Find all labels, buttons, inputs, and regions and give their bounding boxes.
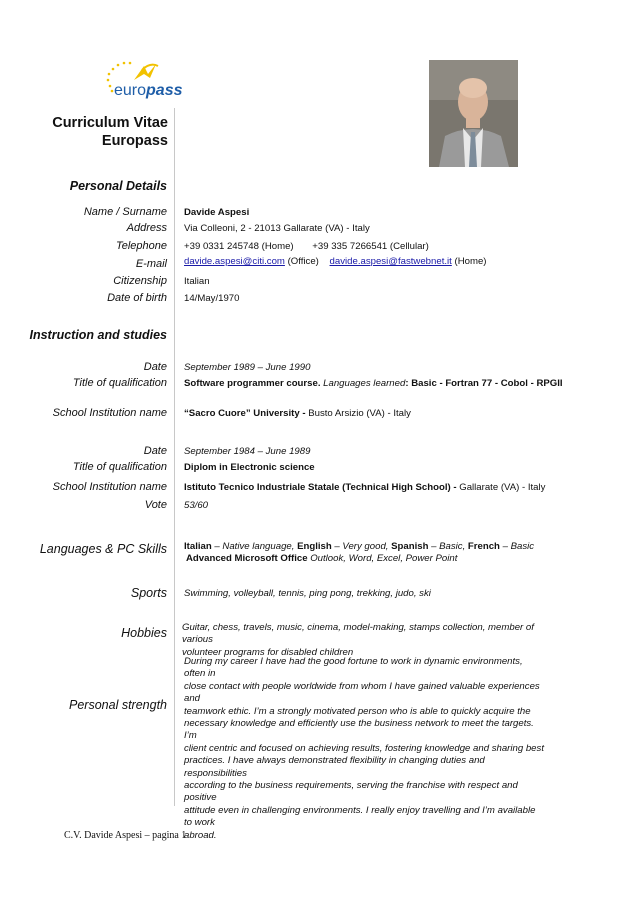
telephone-value: [184, 241, 429, 252]
email-office-link[interactable]: davide.aspesi@citi.com: [184, 256, 285, 267]
address-value: Via Colleoni, 2 - 21013 Gallarate (VA) - Italy: [184, 223, 370, 234]
lang-english: English: [297, 541, 332, 552]
edu1-qual: [184, 378, 563, 389]
strength-line: client centric and focused on achieving results, fostering knowledge and sharing best: [184, 742, 544, 754]
edu2-date-label: Date: [143, 445, 167, 457]
edu1-qual-bold: Software programmer course.: [184, 378, 321, 389]
email-office-tag: (Office): [284, 256, 319, 267]
cv-title-line2: Europass: [101, 133, 168, 149]
edu2-school-label: School Institution name: [52, 481, 167, 493]
edu1-school-label: School Institution name: [52, 407, 167, 419]
lang-english-level: – Very good,: [331, 541, 392, 552]
pc-skills-bold: Advanced Microsoft Office: [186, 553, 308, 564]
edu2-school-rest: Gallarate (VA) - Italy: [456, 482, 546, 493]
edu1-date-label: Date: [143, 361, 167, 373]
lang-italian: Italian: [184, 541, 212, 552]
strength-line: teamwork ethic. I’m a strongly motivated person who is able to quickly acquire the: [184, 705, 531, 717]
dob-label: Date of birth: [107, 292, 167, 304]
email-home-tag: (Home): [451, 256, 487, 267]
email-home-link[interactable]: davide.aspesi@fastwebnet.it: [329, 256, 452, 267]
sports-value: Swimming, volleyball, tennis, ping pong, trekking, judo, ski: [184, 588, 431, 599]
strength-line: close contact with people worldwide from whom I have gained valuable experiences and: [184, 680, 540, 705]
strength-line: practices. I have always demonstrated flexibility in changing duties and responsibilities: [184, 755, 485, 779]
strength-line: necessary knowledge and efficiently use the business network to meet the targets. I’m: [184, 718, 534, 742]
logo-text-accent: pass: [146, 82, 183, 99]
address-label: Address: [126, 222, 167, 234]
edu2-school-bold: Istituto Tecnico Industriale Statale (Technical High School) -: [184, 482, 457, 493]
email-value: [184, 256, 486, 267]
lang-spanish-level: – Basic,: [428, 541, 468, 552]
portrait-photo: [429, 60, 518, 167]
dob-value: 14/May/1970: [184, 293, 240, 304]
edu1-qual-tail: : Basic - Fortran 77 - Cobol - RPGII: [405, 378, 563, 389]
edu1-school-bold: “Sacro Cuore” University -: [184, 408, 309, 419]
strength-label: Personal strength: [69, 698, 167, 712]
edu2-vote: 53/60: [184, 500, 209, 511]
edu1-qual-label: Title of qualification: [72, 377, 167, 389]
skills-label: Languages & PC Skills: [39, 542, 167, 556]
lang-french-level: – Basic: [499, 541, 535, 552]
phone-cell: +39 335 7266541 (Cellular): [312, 241, 429, 252]
telephone-label: Telephone: [116, 240, 167, 252]
edu2-school: [184, 482, 545, 493]
edu2-date: September 1984 – June 1989: [184, 446, 311, 457]
strength-line: according to the business requirements, serving the franchise with respect and positive: [184, 780, 518, 804]
pc-skills-line: [186, 553, 457, 564]
edu1-date: September 1989 – June 1990: [184, 362, 311, 373]
citizenship-label: Citizenship: [113, 275, 167, 287]
lang-spanish: Spanish: [391, 541, 429, 552]
hobbies-line-2: volunteer programs for disabled children: [182, 646, 354, 658]
strength-paragraph: [184, 656, 544, 842]
section-personal-details: Personal Details: [69, 179, 167, 193]
section-instruction: Instruction and studies: [29, 328, 167, 342]
edu2-qual-label: Title of qualification: [72, 461, 167, 473]
cv-title-line1: Curriculum Vitae: [52, 115, 168, 131]
hobbies-label: Hobbies: [121, 626, 167, 640]
edu1-school-rest: Busto Arsizio (VA) - Italy: [308, 408, 411, 419]
europass-logo: [104, 60, 183, 102]
name-value: Davide Aspesi: [184, 207, 250, 218]
strength-line: attitude even in challenging environments. I really enjoy travelling and I’m available to work: [184, 804, 536, 829]
column-divider: [174, 108, 175, 806]
sports-label: Sports: [130, 586, 167, 600]
lang-italian-level: – Native language,: [211, 541, 298, 552]
email-label: E-mail: [135, 258, 167, 270]
strength-line: abroad.: [184, 829, 217, 841]
hobbies-line-1: Guitar, chess, travels, music, cinema, model-making, stamps collection, member of various: [182, 622, 534, 646]
edu1-school: [184, 408, 411, 419]
hobbies-value: [182, 622, 542, 659]
pc-skills-rest: Outlook, Word, Excel, Power Point: [307, 553, 458, 564]
logo-text-main: euro: [114, 82, 147, 99]
edu2-qual: Diplom in Electronic science: [184, 462, 315, 473]
lang-french: French: [467, 541, 500, 552]
languages-line: [184, 541, 534, 552]
cv-title: [52, 114, 168, 150]
phone-home: +39 0331 245748 (Home): [184, 241, 294, 252]
name-label: Name / Surname: [83, 206, 167, 218]
footer-page-label: C.V. Davide Aspesi – pagina 1: [64, 830, 187, 841]
strength-line: During my career I have had the good fortune to work in dynamic environments, often in: [184, 656, 523, 680]
citizenship-value: Italian: [184, 276, 210, 287]
edu1-qual-it: Languages learned: [320, 378, 406, 389]
edu2-vote-label: Vote: [144, 499, 167, 511]
